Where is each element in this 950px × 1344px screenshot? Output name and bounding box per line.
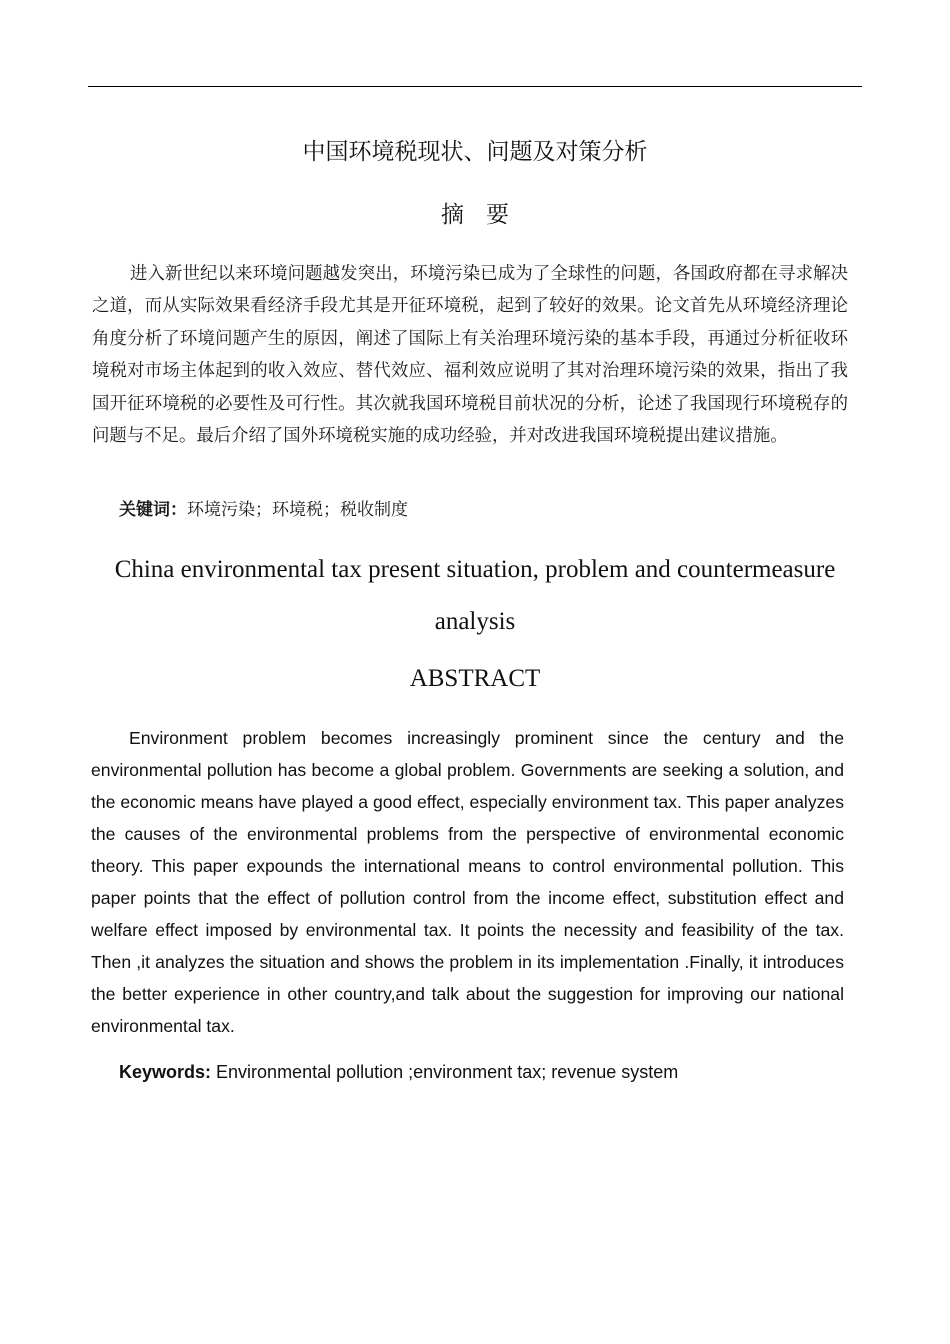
english-keywords-label: Keywords: <box>119 1062 212 1082</box>
english-abstract-heading: ABSTRACT <box>409 665 541 692</box>
english-title: China environmental tax present situation, problem and countermeasure analysis <box>114 556 836 635</box>
english-keywords-value: Environmental pollution ;environment tax; revenue system <box>211 1062 679 1082</box>
chinese-title: 中国环境税现状、问题及对策分析 <box>302 139 648 165</box>
chinese-abstract-heading: 摘要 <box>441 202 531 228</box>
english-abstract-body: Environment problem becomes increasingly prominent since the century and the environmental pollution has become a global problem. Governments are seeking a solution, and the economic means have played a good effect, especially environment tax. This paper analyzes the causes of the environmental problems from the perspective of environmental economic theory. This paper expounds the international means to control environmental pollution. This paper points that the effect of pollution control from the income effect, substitution effect and welfare effect imposed by environmental tax. It points the necessity and feasibility of the tax. Then ,it analyzes the situation and shows the problem in its implementation .Finally, it introduces the better experience in other country,and talk about the suggestion for improving our national environmental tax. <box>91 728 844 1036</box>
chinese-keywords <box>119 495 859 525</box>
header-rule <box>88 86 862 87</box>
english-keywords <box>119 1057 859 1087</box>
chinese-keywords-label: 关键词： <box>119 500 187 520</box>
chinese-abstract-body: 进入新世纪以来环境问题越发突出，环境污染已成为了全球性的问题，各国政府都在寻求解决之道，而从实际效果看经济手段尤其是开征环境税，起到了较好的效果。论文首先从环境经济理论角度分析了环境问题产生的原因，阐述了国际上有关治理环境污染的基本手段，再通过分析征收环境税对市场主体起到的收入效应、替代效应、福利效应说明了其对治理环境污染的效果，指出了我国开征环境税的必要性及可行性。其次就我国环境税目前状况的分析，论述了我国现行环境税存的问题与不足。最后介绍了国外环境税实施的成功经验，并对改进我国环境税提出建议措施。 <box>92 264 848 447</box>
chinese-keywords-value: 环境污染；环境税；税收制度 <box>187 500 408 520</box>
